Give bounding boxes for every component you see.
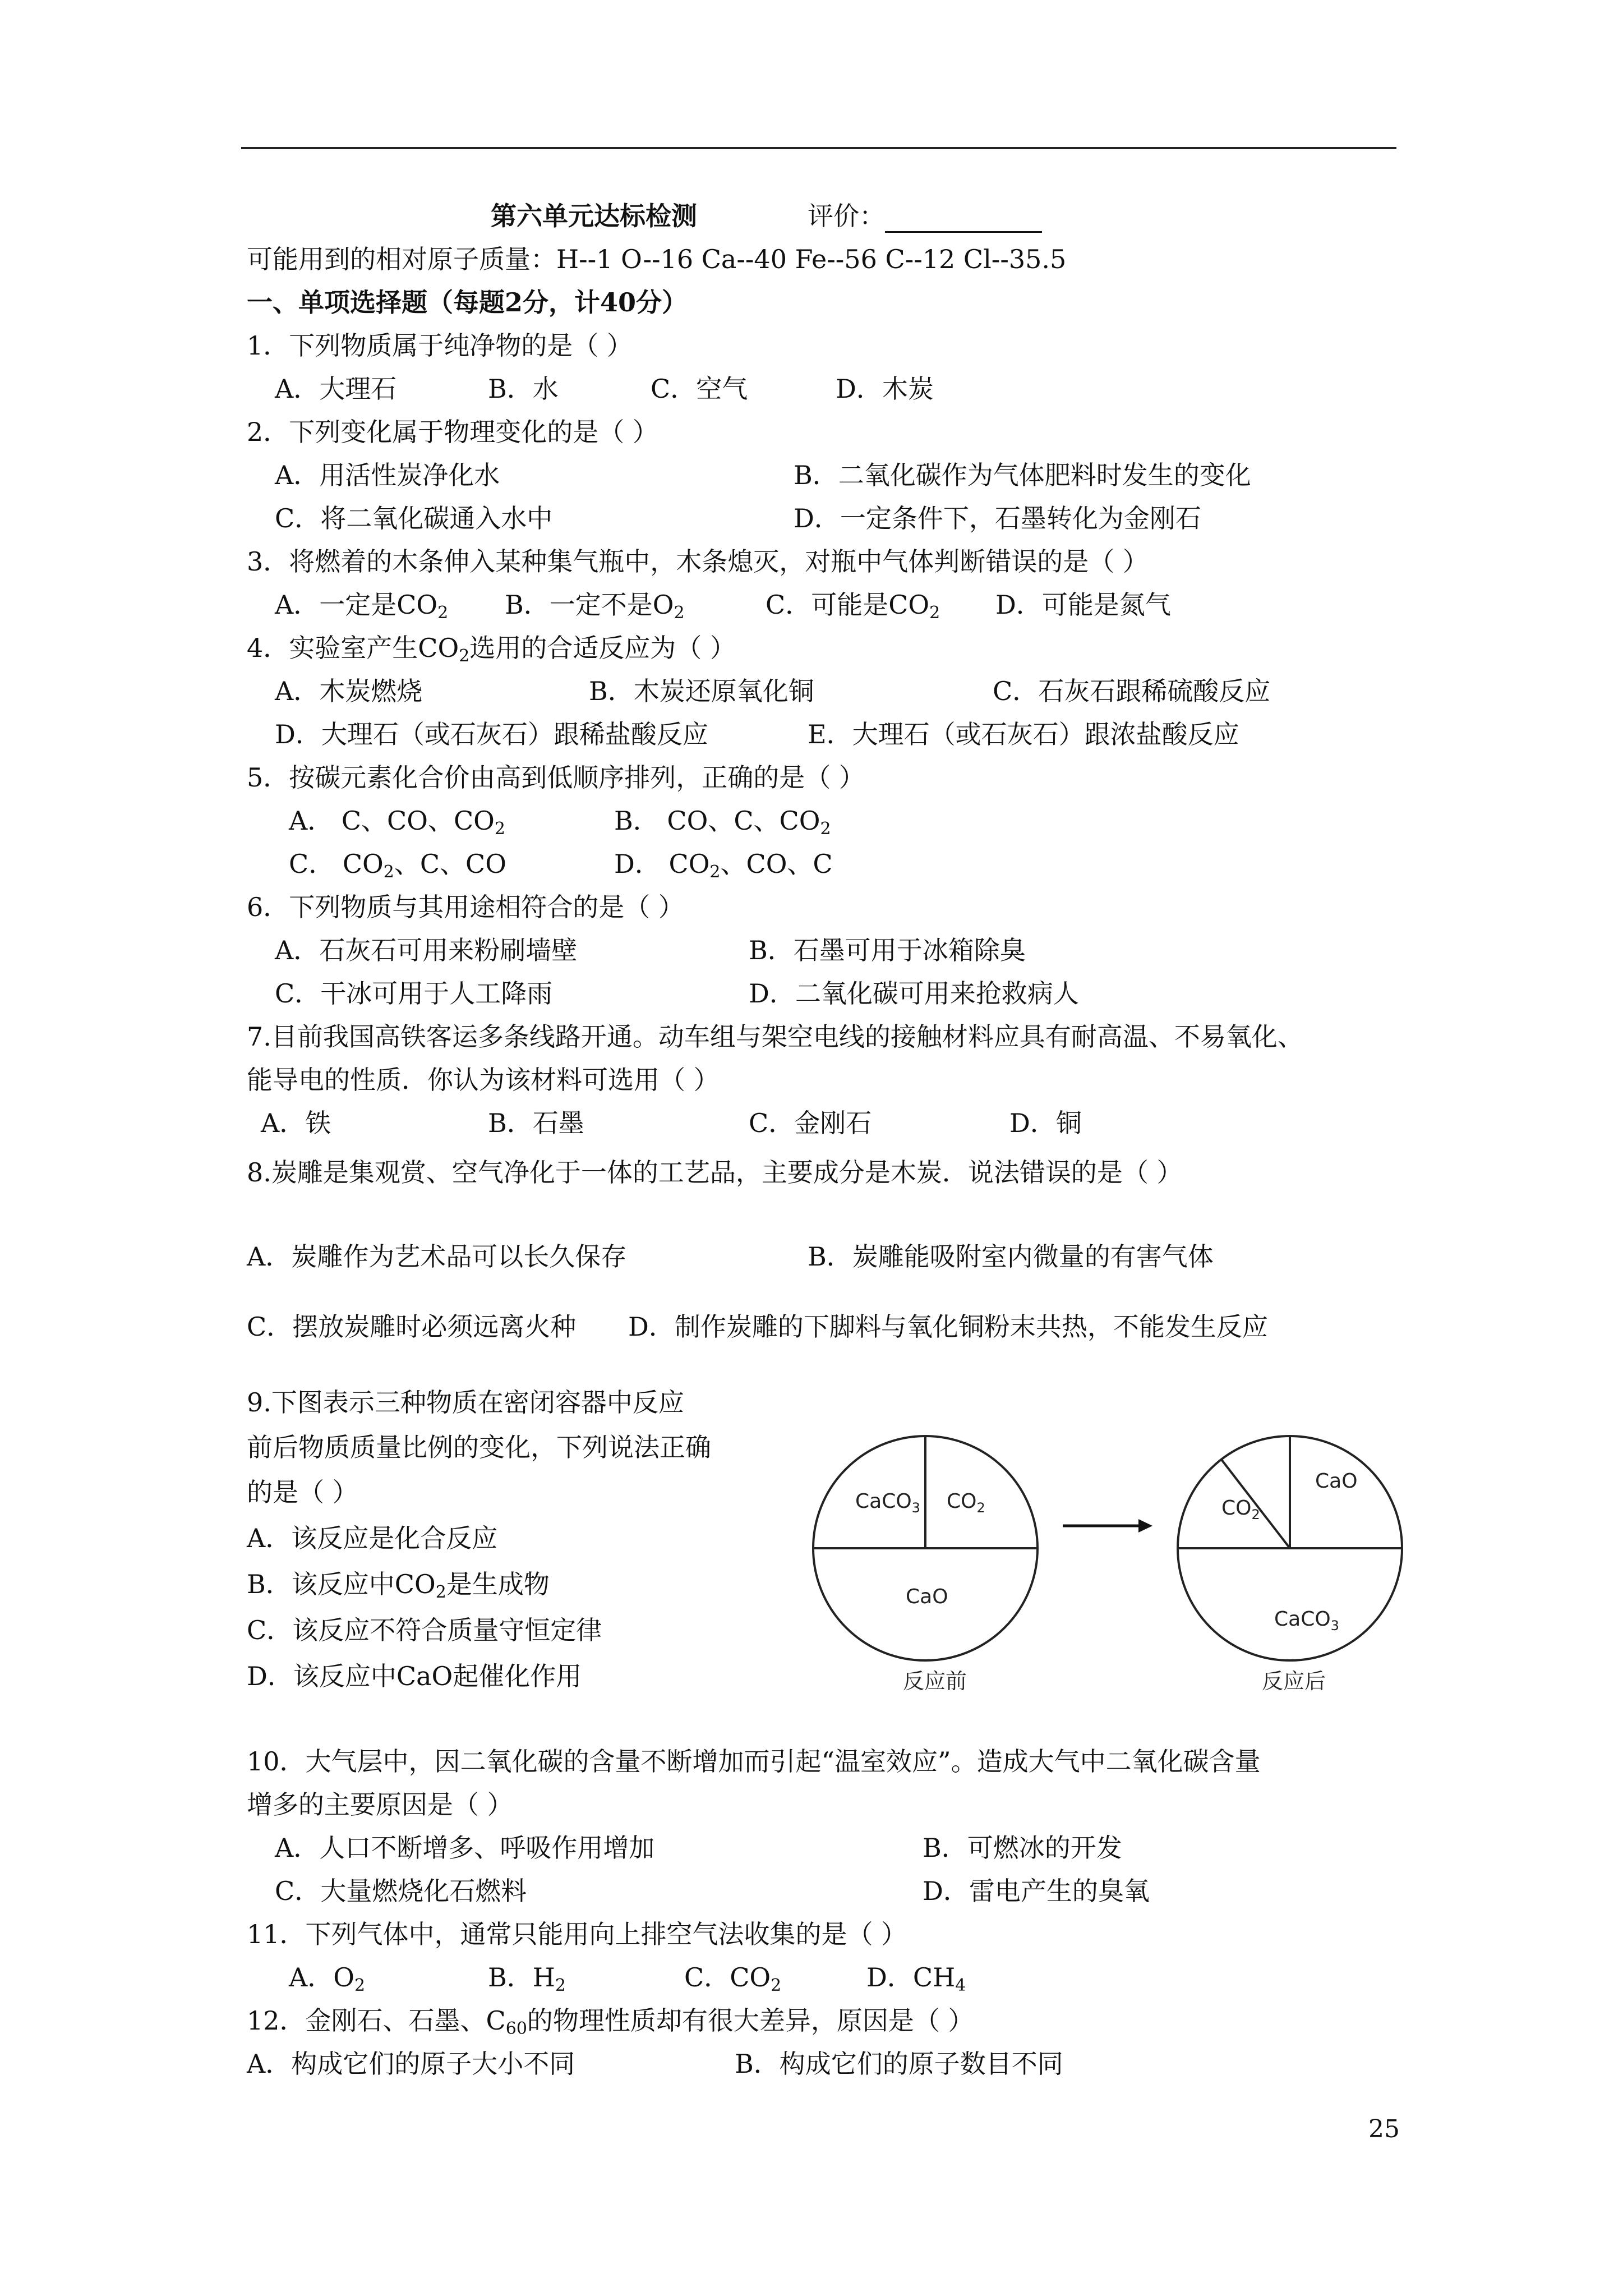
q10-option-a: A．人口不断增多、呼吸作用增加 [275,1833,655,1863]
q3-option-a: A．一定是$CO_2$ [275,590,449,623]
question-5-stem: 5．按碳元素化合价由高到低顺序排列，正确的是（ ） [247,762,865,793]
q8-option-d: D．制作炭雕的下脚料与氧化铜粉末共热，不能发生反应 [628,1312,1268,1342]
q6-option-b: B．石墨可用于冰箱除臭 [749,935,1026,965]
q3-option-d: D．可能是氮气 [995,590,1171,620]
q1-option-b: B．水 [488,374,559,404]
question-10-stem-line1: 10．大气层中，因二氧化碳的含量不断增加而引起“温室效应”。造成大气中二氧化碳含量 [247,1746,1261,1777]
q9-option-a: A．该反应是化合反应 [247,1523,498,1553]
q2-option-d: D．一定条件下，石墨转化为金刚石 [794,503,1201,533]
evaluation-blank [885,206,1042,233]
q10-option-b: B．可燃冰的开发 [923,1833,1122,1863]
after-pie [1178,1436,1402,1694]
q2-option-c: C．将二氧化碳通入水中 [275,503,553,533]
q3-option-c: C．可能是$CO_2$ [766,590,940,623]
q7-option-d: D．铜 [1009,1108,1082,1138]
q4-option-a: A．木炭燃烧 [275,676,423,706]
header-rule [241,147,1396,149]
q6-option-c: C．干冰可用于人工降雨 [275,978,553,1009]
q10-option-c: C．大量燃烧化石燃料 [275,1876,527,1906]
reaction-diagram [808,1414,1430,1705]
q2-option-a: A．用活性炭净化水 [275,460,500,490]
q8-option-a: A．炭雕作为艺术品可以长久保存 [247,1241,627,1272]
question-6-stem: 6．下列物质与其用途相符合的是（ ） [247,892,684,922]
q10-option-d: D．雷电产生的臭氧 [923,1876,1150,1906]
after-caco3-label: CaCO$_3$ [1274,1608,1339,1634]
question-7-stem-line1: 7.目前我国高铁客运多条线路开通。动车组与架空电线的接触材料应具有耐高温、不易氧化、 [247,1022,1303,1052]
q11-option-d: D．$CH_4$ [866,1962,966,1995]
question-2-stem: 2．下列变化属于物理变化的是（ ） [247,417,658,447]
q11-option-a: A．$O_2$ [289,1962,366,1995]
q12-option-b: B．构成它们的原子数目不同 [735,2049,1063,2079]
section-heading: 一、单项选择题（每题2分，计40分） [247,287,688,318]
q5-option-a: A． C、CO、$CO_2$ [289,806,505,839]
q11-option-c: C．$CO_2$ [684,1962,782,1995]
page-number: 25 [1368,2115,1400,2143]
before-caption: 反应前 [903,1669,967,1694]
q9-option-d: D．该反应中CaO起催化作用 [247,1661,582,1691]
q6-option-a: A．石灰石可用来粉刷墙壁 [275,935,578,965]
question-12-stem: 12．金刚石、石墨、$C_{60}$的物理性质却有很大差异，原因是（ ） [247,2005,974,2039]
question-3-stem: 3．将燃着的木条伸入某种集气瓶中，木条熄灭，对瓶中气体判断错误的是（ ） [247,546,1149,577]
q6-option-d: D．二氧化碳可用来抢救病人 [749,978,1079,1009]
page-title: 第六单元达标检测 [491,201,697,231]
q7-option-a: A．铁 [261,1108,331,1138]
q3-option-b: B．一定不是$O_2$ [505,590,685,623]
question-11-stem: 11．下列气体中，通常只能用向上排空气法收集的是（ ） [247,1919,907,1949]
q1-option-c: C．空气 [651,374,748,404]
q1-option-d: D．木炭 [836,374,934,404]
q8-option-b: B．炭雕能吸附室内微量的有害气体 [808,1241,1214,1272]
before-cao-label: CaO [906,1585,948,1608]
atomic-masses: 可能用到的相对原子质量：H--1 O--16 Ca--40 Fe--56 C--12 Cl--35.5 [247,244,1067,274]
before-pie [813,1436,1038,1694]
evaluation-label: 评价： [808,199,1042,233]
q11-option-b: B．$H_2$ [488,1962,566,1995]
q7-option-b: B．石墨 [488,1108,584,1138]
q7-option-c: C．金刚石 [749,1108,872,1138]
q12-option-a: A．构成它们的原子大小不同 [247,2049,575,2079]
q5-option-b: B． CO、C、$CO_2$ [614,806,831,839]
after-cao-label: CaO [1315,1470,1358,1493]
q4-option-c: C．石灰石跟稀硫酸反应 [993,676,1271,706]
q4-option-b: B．木炭还原氧化铜 [589,676,814,706]
question-9-stem-line2: 前后物质质量比例的变化，下列说法正确 [247,1432,711,1462]
question-7-stem-line2: 能导电的性质．你认为该材料可选用（ ） [247,1065,720,1095]
question-8-stem: 8.炭雕是集观赏、空气净化于一体的工艺品，主要成分是木炭．说法错误的是（ ） [247,1157,1183,1188]
question-9-stem-line3: 的是（ ） [247,1477,358,1507]
q1-option-a: A．大理石 [275,374,397,404]
q9-option-c: C．该反应不符合质量守恒定律 [247,1615,602,1645]
q5-option-c: C． $CO_2$、C、CO [289,849,506,882]
q4-option-e: E．大理石（或石灰石）跟浓盐酸反应 [808,719,1239,749]
after-caption: 反应后 [1262,1669,1326,1694]
before-caco3-label: CaCO$_3$ [855,1490,920,1516]
q2-option-b: B．二氧化碳作为气体肥料时发生的变化 [794,460,1251,490]
before-co2-label: $CO_2$ [947,1490,985,1516]
question-10-stem-line2: 增多的主要原因是（ ） [247,1789,513,1820]
after-co2-label: $CO_2$ [1221,1497,1260,1522]
question-4-stem: 4．实验室产生$CO_2$选用的合适反应为（ ） [247,633,736,666]
question-9-stem-line1: 9.下图表示三种物质在密闭容器中反应 [247,1387,684,1418]
reaction-arrow [1063,1519,1152,1533]
q5-option-d: D． $CO_2$、CO、C [614,849,833,882]
q9-option-b: B．该反应中$CO_2$是生成物 [247,1569,550,1602]
q8-option-c: C．摆放炭雕时必须远离火种 [247,1312,577,1342]
question-1-stem: 1．下列物质属于纯净物的是（ ） [247,330,633,361]
q4-option-d: D．大理石（或石灰石）跟稀盐酸反应 [275,719,708,749]
